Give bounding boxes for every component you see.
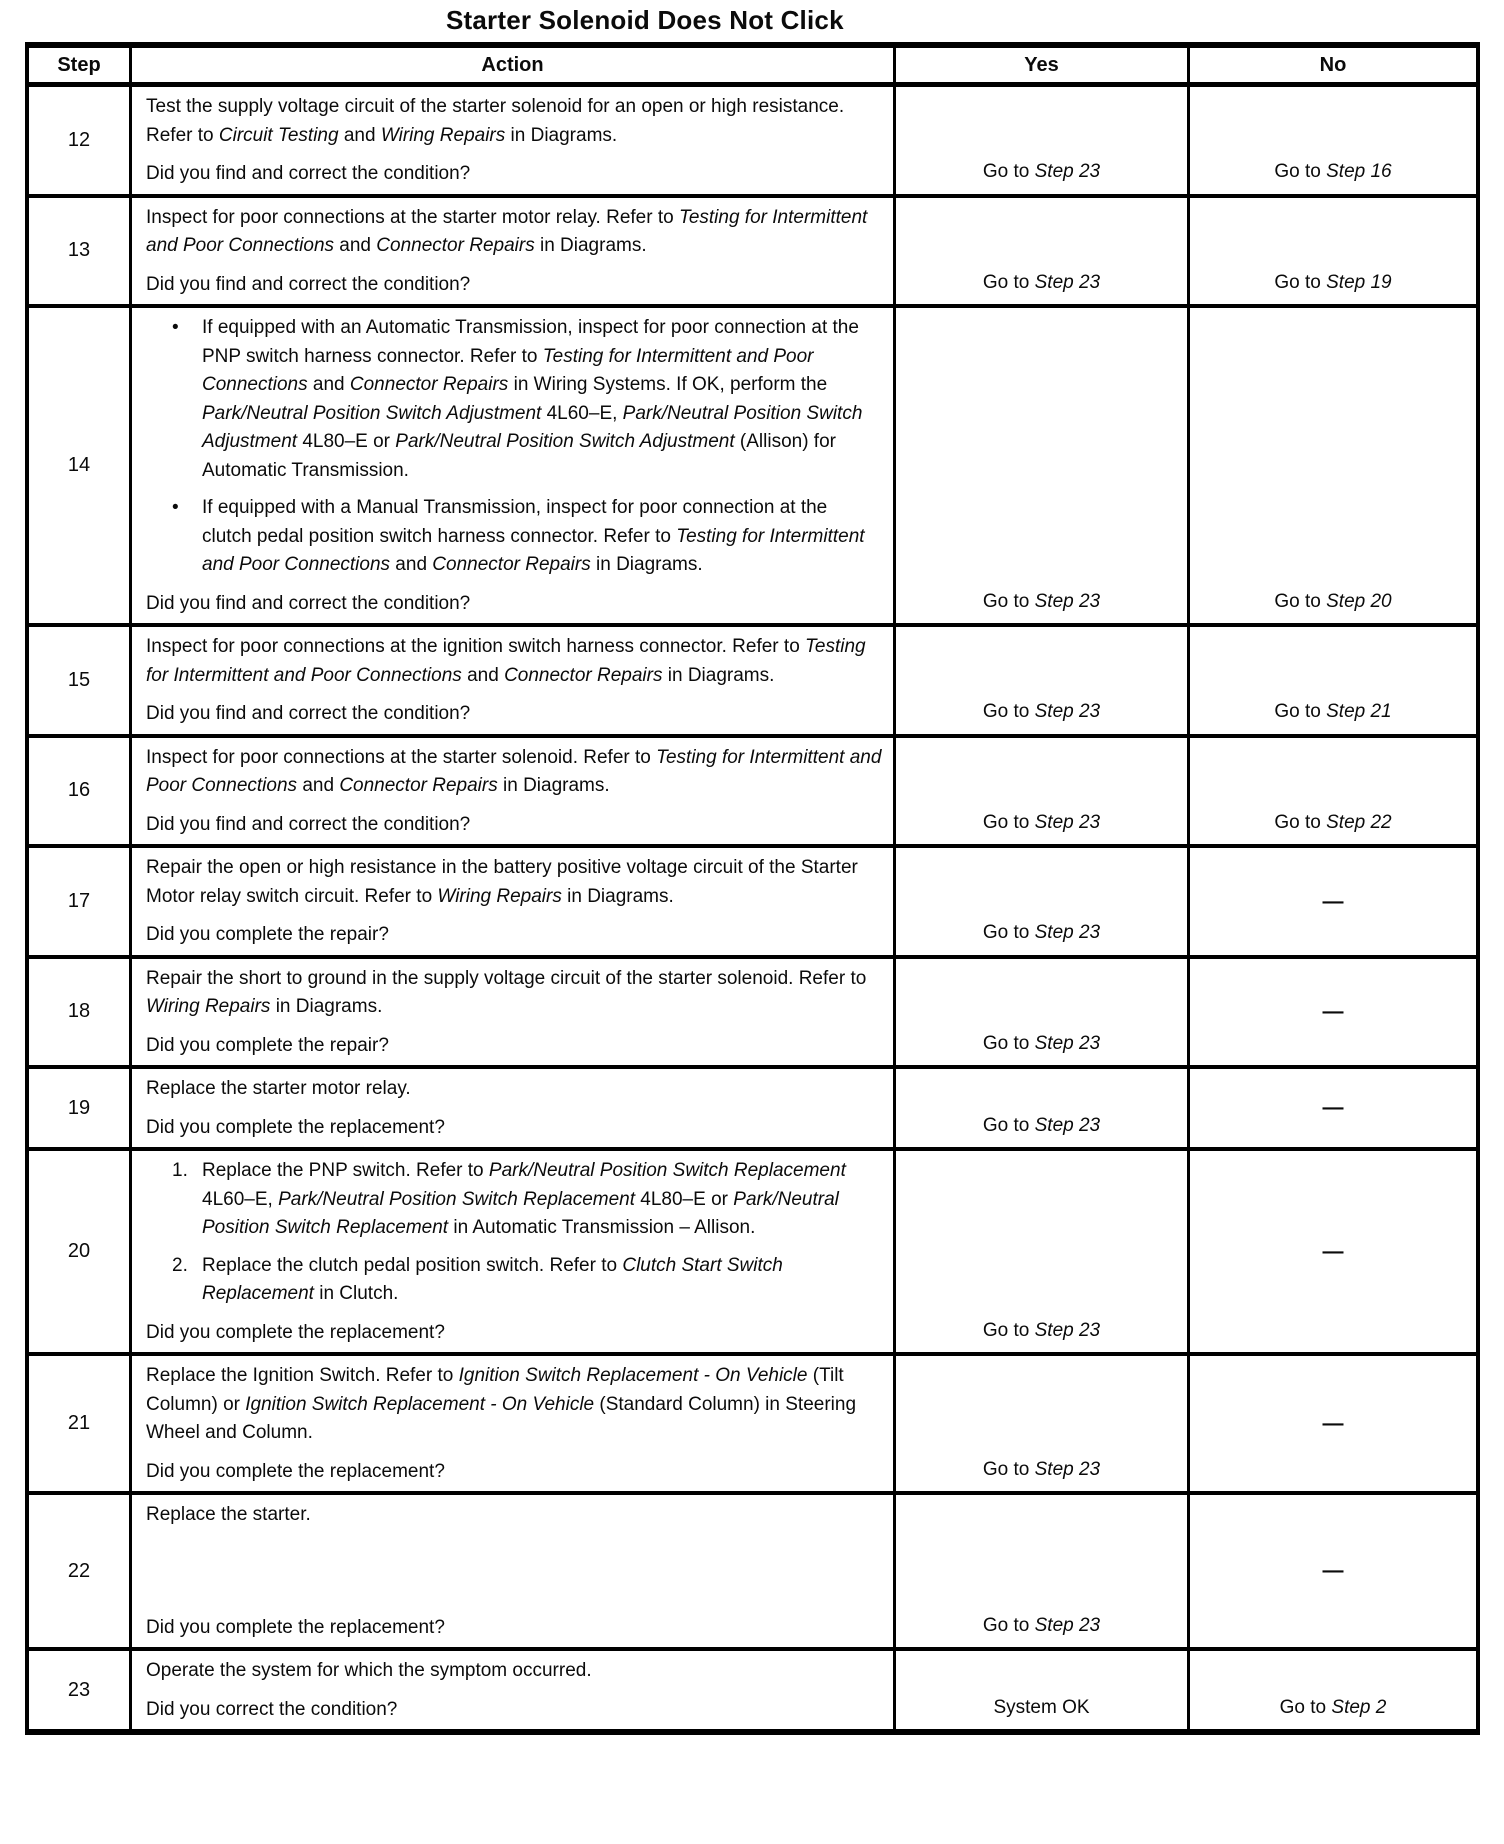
yes-cell: [893, 738, 1187, 845]
reference-text: Wiring Repairs: [146, 996, 271, 1017]
text-segment: Replace the starter.: [146, 1504, 311, 1525]
action-cell: [129, 1151, 893, 1352]
no-cell: [1187, 308, 1476, 623]
text-segment: Did you complete the repair?: [146, 924, 389, 945]
text-segment: Replace the clutch pedal position switch. Refer to: [202, 1254, 623, 1276]
text-segment: 4L60–E,: [202, 1188, 279, 1210]
text-segment: Go to: [982, 701, 1035, 722]
step-number: 12: [67, 128, 91, 151]
text-segment: Go to: [1279, 1696, 1332, 1718]
no-cell: [1187, 959, 1476, 1066]
text-segment: Did you complete the replacement?: [146, 1321, 445, 1343]
step-cell: [29, 198, 129, 305]
yes-cell: [893, 1069, 1187, 1147]
reference-text: Step 23: [1034, 271, 1101, 293]
text-segment: Inspect for poor connections at the ignition switch harness connector. Refer to: [146, 636, 806, 657]
reference-text: Step 23: [1034, 1114, 1101, 1136]
yes-value: [983, 588, 1100, 617]
reference-text: Step 20: [1326, 590, 1392, 612]
yes-value: [993, 1694, 1089, 1723]
no-value: [1274, 809, 1391, 838]
step-number: 17: [67, 889, 91, 912]
action-cell: [129, 1356, 893, 1491]
text-segment: If equipped with an Automatic Transmission, inspect for poor connection at the PNP switch harness connector. Refer to: [202, 317, 859, 367]
step-number: 19: [67, 1096, 91, 1119]
yes-value: [983, 1612, 1100, 1641]
item-text: [202, 314, 883, 485]
text-segment: Go to: [982, 161, 1035, 182]
yes-value: [983, 809, 1100, 838]
yes-cell: [893, 198, 1187, 305]
reference-text: Step 23: [1034, 590, 1101, 612]
text-segment: in Automatic Transmission – Allison.: [448, 1217, 756, 1238]
step-number: 18: [67, 1000, 91, 1023]
dash: [1323, 1236, 1344, 1268]
reference-text: Step 22: [1326, 811, 1392, 833]
reference-text: Testing for Intermittent and Poor Connections: [146, 636, 866, 686]
action-paragraph: [146, 1075, 883, 1104]
table-row: [29, 955, 1476, 1066]
text-segment: Inspect for poor connections at the starter motor relay. Refer to: [146, 206, 679, 228]
reference-text: Circuit Testing: [218, 124, 339, 146]
text-segment: Replace the starter motor relay.: [146, 1078, 411, 1099]
question-text: [146, 911, 883, 950]
item-text: [202, 494, 883, 580]
yes-cell: [893, 1495, 1187, 1647]
number-marker: 1.: [172, 1160, 188, 1181]
step-number: 13: [67, 239, 91, 262]
text-segment: in Diagrams.: [270, 996, 383, 1017]
text-segment: Replace the PNP switch. Refer to: [202, 1160, 489, 1181]
col-header-no: No: [1187, 48, 1476, 87]
yes-cell: [893, 308, 1187, 623]
text-segment: —: [1322, 1559, 1344, 1583]
number-marker: 2.: [172, 1254, 188, 1276]
reference-text: Park/Neutral Position Switch Replacement: [278, 1188, 636, 1210]
step-cell: [29, 627, 129, 734]
question-text: [146, 580, 883, 619]
text-segment: in Diagrams.: [561, 885, 674, 907]
text-segment: 4L80–E or: [635, 1188, 734, 1210]
reference-text: Step 2: [1331, 1696, 1387, 1718]
text-segment: and: [334, 235, 377, 256]
table-row: [29, 1352, 1476, 1491]
no-cell: [1187, 738, 1476, 845]
text-segment: System OK: [993, 1696, 1090, 1718]
no-cell: [1187, 1651, 1476, 1729]
dash: [1323, 1408, 1344, 1440]
reference-text: Testing for Intermittent and Poor Connections: [146, 206, 868, 256]
text-segment: in Diagrams.: [534, 235, 647, 256]
reference-text: Park/Neutral Position Switch Adjustment: [202, 402, 542, 424]
reference-text: Step 23: [1034, 1458, 1101, 1480]
action-cell: [129, 1069, 893, 1147]
text-segment: (Standard Column) in Steering Wheel and Column.: [146, 1393, 857, 1443]
reference-text: Step 23: [1034, 1614, 1101, 1636]
table-row: [29, 1491, 1476, 1647]
no-value: [1274, 698, 1391, 727]
action-cell: [129, 959, 893, 1066]
yes-cell: [893, 1651, 1187, 1729]
step-cell: [29, 87, 129, 194]
yes-value: [983, 1456, 1100, 1485]
question-text: [146, 150, 883, 189]
dash: [1323, 1092, 1344, 1124]
step-number: 15: [67, 668, 91, 691]
text-segment: and: [461, 664, 505, 686]
text-segment: Go to: [1274, 811, 1327, 833]
yes-cell: [893, 848, 1187, 955]
dash: [1323, 996, 1344, 1028]
question-text: [146, 1309, 883, 1348]
step-number: 14: [67, 454, 91, 476]
table-row: [29, 844, 1476, 955]
text-segment: Did you find and correct the condition?: [146, 273, 471, 295]
no-cell: [1187, 87, 1476, 194]
yes-cell: [893, 959, 1187, 1066]
table-row: [29, 623, 1476, 734]
text-segment: Inspect for poor connections at the starter solenoid. Refer to: [146, 746, 657, 768]
text-segment: 4L60–E,: [541, 402, 623, 424]
text-segment: Go to: [982, 1114, 1035, 1136]
text-segment: Go to: [982, 1458, 1035, 1480]
question-text: [146, 1604, 883, 1643]
text-segment: and: [390, 554, 433, 575]
action-paragraph: [146, 854, 883, 911]
text-segment: Repair the open or high resistance in the battery positive voltage circuit of the Starter Motor relay switch circuit. Refer to: [146, 857, 858, 907]
text-segment: Did you find and correct the condition?: [146, 592, 471, 614]
bullet-item: [146, 314, 883, 485]
text-segment: Did you find and correct the condition?: [146, 813, 471, 835]
reference-text: Connector Repairs: [432, 554, 591, 575]
text-segment: Did you complete the replacement?: [146, 1460, 445, 1482]
reference-text: Ignition Switch Replacement - On Vehicle: [245, 1393, 595, 1415]
text-segment: Go to: [982, 1614, 1035, 1636]
text-segment: Did you complete the replacement?: [146, 1616, 445, 1638]
text-segment: Did you find and correct the condition?: [146, 163, 471, 184]
question-text: [146, 1104, 883, 1143]
step-number: 22: [67, 1559, 91, 1582]
text-segment: in Diagrams.: [662, 664, 775, 686]
text-segment: (Allison) for Automatic Transmission.: [202, 431, 836, 481]
yes-value: [983, 1112, 1100, 1141]
reference-text: Park/Neutral Position Switch Replacement: [202, 1188, 839, 1238]
bullet-marker: •: [172, 497, 179, 518]
text-segment: If equipped with a Manual Transmission, inspect for poor connection at the clutch pedal position switch harness connector. Refer to: [202, 497, 828, 547]
reference-text: Ignition Switch Replacement - On Vehicle: [458, 1365, 808, 1386]
yes-value: [983, 1030, 1100, 1059]
text-segment: Repair the short to ground in the supply voltage circuit of the starter solenoid. Refer to: [146, 967, 867, 989]
step-number: 23: [67, 1678, 91, 1701]
col-header-yes: Yes: [893, 48, 1187, 87]
step-cell: [29, 959, 129, 1066]
text-segment: Test the supply voltage circuit of the starter solenoid for an open or high resistance. Refer to: [146, 96, 845, 146]
text-segment: —: [1322, 1096, 1344, 1120]
yes-cell: [893, 627, 1187, 734]
text-segment: Operate the system for which the symptom occurred.: [146, 1660, 592, 1681]
reference-text: Testing for Intermittent and Poor Connections: [146, 746, 882, 796]
text-segment: Did you correct the condition?: [146, 1698, 398, 1720]
text-segment: —: [1322, 1239, 1344, 1263]
text-segment: Did you complete the repair?: [146, 1034, 389, 1056]
no-cell: [1187, 1495, 1476, 1647]
text-segment: and: [307, 374, 350, 395]
table-row: [29, 1647, 1476, 1729]
question-text: [146, 1686, 883, 1725]
text-segment: in Clutch.: [313, 1283, 399, 1304]
step-cell: [29, 1069, 129, 1147]
reference-text: Park/Neutral Position Switch Replacement: [488, 1160, 846, 1181]
item-text: [202, 1157, 883, 1243]
item-text: [202, 1252, 883, 1309]
reference-text: Step 16: [1326, 161, 1392, 182]
table-body: [29, 87, 1476, 1729]
reference-text: Wiring Repairs: [437, 885, 562, 907]
no-cell: [1187, 1151, 1476, 1352]
dash: [1323, 886, 1344, 918]
question-text: [146, 690, 883, 729]
step-cell: [29, 308, 129, 623]
action-cell: [129, 308, 893, 623]
step-number: 21: [67, 1412, 91, 1434]
action-cell: [129, 198, 893, 305]
diagnostic-table: [25, 42, 1480, 1735]
table-row: [29, 1147, 1476, 1352]
yes-value: [983, 1317, 1100, 1346]
table-row: [29, 87, 1476, 194]
yes-value: [983, 919, 1100, 948]
action-cell: [129, 87, 893, 194]
text-segment: in Wiring Systems. If OK, perform the: [508, 374, 828, 395]
no-cell: [1187, 848, 1476, 955]
step-cell: [29, 848, 129, 955]
action-paragraph: [146, 204, 883, 261]
yes-cell: [893, 1151, 1187, 1352]
action-paragraph: [146, 1657, 883, 1686]
reference-text: Step 23: [1034, 1032, 1101, 1054]
action-cell: [129, 848, 893, 955]
text-segment: Replace the Ignition Switch. Refer to: [146, 1365, 459, 1386]
action-cell: [129, 1651, 893, 1729]
text-segment: Go to: [982, 271, 1035, 293]
reference-text: Step 23: [1034, 922, 1101, 943]
no-value: [1280, 1694, 1387, 1723]
numbered-item: [146, 1252, 883, 1309]
text-segment: —: [1322, 1000, 1344, 1023]
table-row: [29, 194, 1476, 305]
text-segment: and: [297, 775, 340, 796]
no-value: [1274, 158, 1391, 187]
reference-text: Connections: [284, 554, 391, 575]
question-text: [146, 1448, 883, 1487]
step-number: 20: [67, 1240, 91, 1262]
text-segment: Go to: [982, 922, 1035, 943]
step-cell: [29, 1356, 129, 1491]
text-segment: Did you complete the replacement?: [146, 1116, 445, 1138]
text-segment: Go to: [1274, 701, 1327, 722]
text-segment: in Diagrams.: [590, 554, 703, 575]
text-segment: Go to: [1274, 590, 1327, 612]
table-row: [29, 734, 1476, 845]
no-value: [1274, 269, 1391, 298]
reference-text: Wiring Repairs: [380, 124, 506, 146]
action-paragraph: [146, 744, 883, 801]
yes-value: [983, 269, 1100, 298]
action-paragraph: [146, 1501, 883, 1530]
reference-text: Connector Repairs: [376, 235, 535, 256]
bullet-marker: •: [172, 317, 179, 338]
step-cell: [29, 1151, 129, 1352]
text-segment: —: [1322, 1411, 1344, 1435]
yes-cell: [893, 87, 1187, 194]
text-segment: Go to: [982, 811, 1035, 833]
action-paragraph: [146, 965, 883, 1022]
reference-text: Testing for Intermittent and Poor: [202, 525, 865, 575]
reference-text: Step 23: [1034, 811, 1101, 833]
reference-text: Connector Repairs: [349, 374, 509, 395]
reference-text: Testing for Intermittent and Poor Connections: [202, 345, 814, 395]
text-segment: —: [1322, 889, 1344, 913]
question-text: [146, 1022, 883, 1061]
dash: [1323, 1555, 1344, 1587]
page-title: Starter Solenoid Does Not Click: [446, 5, 844, 35]
reference-text: Clutch Start Switch Replacement: [202, 1254, 783, 1304]
text-segment: Go to: [982, 1319, 1035, 1341]
table-header-row: [29, 48, 1476, 87]
reference-text: Step 23: [1034, 1319, 1101, 1341]
reference-text: Step 19: [1326, 271, 1392, 293]
col-header-action: Action: [129, 48, 893, 87]
no-cell: [1187, 627, 1476, 734]
yes-value: [983, 698, 1100, 727]
step-number: 16: [67, 779, 91, 802]
action-paragraph: [146, 633, 883, 690]
text-segment: and: [338, 124, 381, 146]
step-cell: [29, 1495, 129, 1647]
text-segment: Did you find and correct the condition?: [146, 703, 471, 724]
reference-text: Connector Repairs: [504, 664, 663, 686]
yes-value: [983, 158, 1100, 187]
text-segment: Go to: [982, 1032, 1035, 1054]
reference-text: Park/Neutral Position Switch Adjustment: [395, 431, 735, 452]
no-cell: [1187, 198, 1476, 305]
text-segment: in Diagrams.: [505, 124, 618, 146]
no-value: [1274, 588, 1391, 617]
text-segment: Go to: [982, 590, 1035, 612]
action-cell: [129, 1495, 893, 1647]
reference-text: Park/Neutral Position Switch Adjustment: [202, 402, 863, 452]
reference-text: Connector Repairs: [339, 775, 498, 796]
question-text: [146, 261, 883, 300]
no-cell: [1187, 1069, 1476, 1147]
action-paragraph: [146, 1362, 883, 1448]
action-cell: [129, 738, 893, 845]
no-cell: [1187, 1356, 1476, 1491]
step-cell: [29, 1651, 129, 1729]
reference-text: Step 23: [1034, 701, 1101, 722]
numbered-item: [146, 1157, 883, 1243]
table-row: [29, 304, 1476, 623]
text-segment: 4L80–E or: [297, 431, 396, 452]
step-cell: [29, 738, 129, 845]
yes-cell: [893, 1356, 1187, 1491]
question-text: [146, 801, 883, 840]
action-cell: [129, 627, 893, 734]
col-header-step: Step: [29, 48, 129, 87]
action-paragraph: [146, 93, 883, 150]
bullet-item: [146, 494, 883, 580]
reference-text: Step 23: [1034, 161, 1101, 182]
reference-text: Step 21: [1326, 701, 1392, 722]
text-segment: Go to: [1274, 161, 1327, 182]
table-row: [29, 1065, 1476, 1147]
text-segment: in Diagrams.: [497, 775, 610, 796]
text-segment: (Tilt Column) or: [146, 1365, 844, 1415]
text-segment: Go to: [1274, 271, 1327, 293]
